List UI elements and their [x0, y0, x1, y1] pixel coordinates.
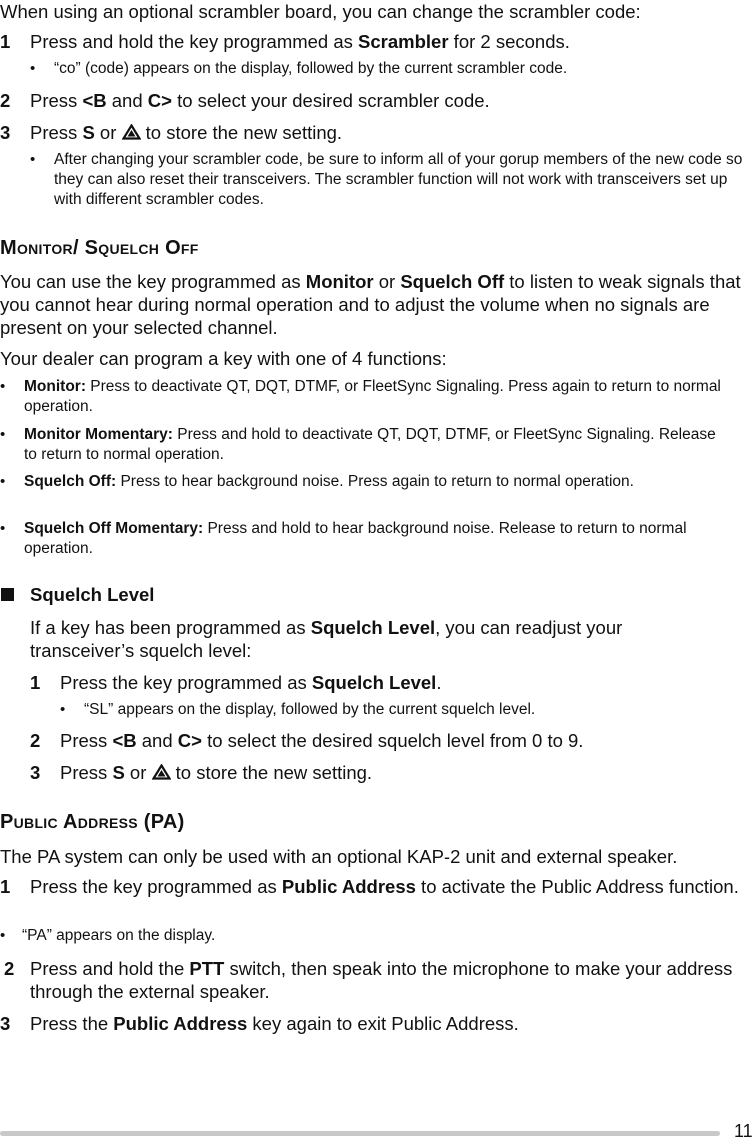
scrambler-step-3-note: After changing your scrambler code, be sure to inform all of your gorup members of the new code so they can also reset their transceivers. The scrambler function will not work with transceivers set up with different scrambler codes. [54, 151, 743, 208]
pa-step-2: Press and hold the PTT switch, then speak into the microphone to make your address through the external speaker. [30, 958, 733, 1002]
pa-step-1-note: “PA” appears on the display. [22, 927, 216, 944]
function-item-squelch-off-momentary: Squelch Off Momentary: Press and hold to hear background noise. Release to return to normal operation. [24, 520, 687, 557]
bullet: • [0, 473, 6, 490]
step-number: 2 [30, 730, 41, 751]
up-triangle-key-icon [152, 764, 171, 780]
up-triangle-key-icon [122, 124, 141, 140]
function-item-monitor-momentary: Monitor Momentary: Press and hold to deactivate QT, DQT, DTMF, or FleetSync Signaling. Release to return to normal operation. [24, 426, 716, 463]
pa-step-3: Press the Public Address key again to exit Public Address. [30, 1013, 519, 1034]
squelch-level-heading: Squelch Level [30, 584, 155, 605]
squelch-step-1: Press the key programmed as Squelch Level. [60, 672, 442, 693]
squelch-step-2: Press <B and C> to select the desired squelch level from 0 to 9. [60, 730, 584, 751]
step-number: 1 [0, 31, 11, 52]
squelch-step-3: Press S or to store the new setting. [60, 762, 373, 783]
monitor-functions-intro: Your dealer can program a key with one of 4 functions: [0, 348, 447, 369]
step-number: 1 [30, 672, 41, 693]
squelch-level-paragraph: If a key has been programmed as Squelch Level, you can readjust your transceiver’s squelch level: [30, 617, 623, 661]
step-number: 3 [0, 1013, 11, 1034]
step-number: 3 [0, 122, 11, 143]
scrambler-step-3: Press S or to store the new setting. [30, 122, 343, 143]
bullet: • [30, 60, 36, 77]
function-item-squelch-off: Squelch Off: Press to hear background noise. Press again to return to normal operation. [24, 473, 634, 490]
step-number: 3 [30, 762, 41, 783]
squelch-step-1-note: “SL” appears on the display, followed by the current squelch level. [84, 701, 536, 718]
page-number: 11 [734, 1121, 753, 1141]
pa-paragraph: The PA system can only be used with an optional KAP-2 unit and external speaker. [0, 846, 678, 867]
bullet: • [0, 927, 6, 944]
function-item-monitor: Monitor: Press to deactivate QT, DQT, DTMF, or FleetSync Signaling. Press again to return to normal operation. [24, 378, 721, 415]
monitor-heading: Monitor/ Squelch Off [0, 237, 199, 259]
bullet: • [0, 426, 6, 443]
step-number: 2 [4, 958, 15, 979]
bullet: • [30, 151, 36, 168]
scrambler-step-2: Press <B and C> to select your desired scrambler code. [30, 90, 490, 111]
step-number: 1 [0, 876, 11, 897]
intro-text: When using an optional scrambler board, you can change the scrambler code: [0, 1, 641, 22]
step-number: 2 [0, 90, 11, 111]
bullet: • [0, 378, 6, 395]
footer-rule [0, 1131, 720, 1136]
scrambler-step-1-note: “co” (code) appears on the display, followed by the current scrambler code. [54, 60, 568, 77]
scrambler-step-1: Press and hold the key programmed as Scrambler for 2 seconds. [30, 31, 570, 52]
monitor-paragraph: You can use the key programmed as Monitor or Squelch Off to listen to weak signals that you cannot hear during normal operation and to adjust the volume when no signals are present on your selected channel. [0, 271, 741, 338]
pa-step-1: Press the key programmed as Public Address to activate the Public Address function. [30, 876, 739, 897]
square-bullet-icon [1, 588, 14, 601]
bullet: • [0, 520, 6, 537]
pa-heading: Public Address (PA) [0, 811, 185, 833]
bullet: • [60, 701, 66, 718]
